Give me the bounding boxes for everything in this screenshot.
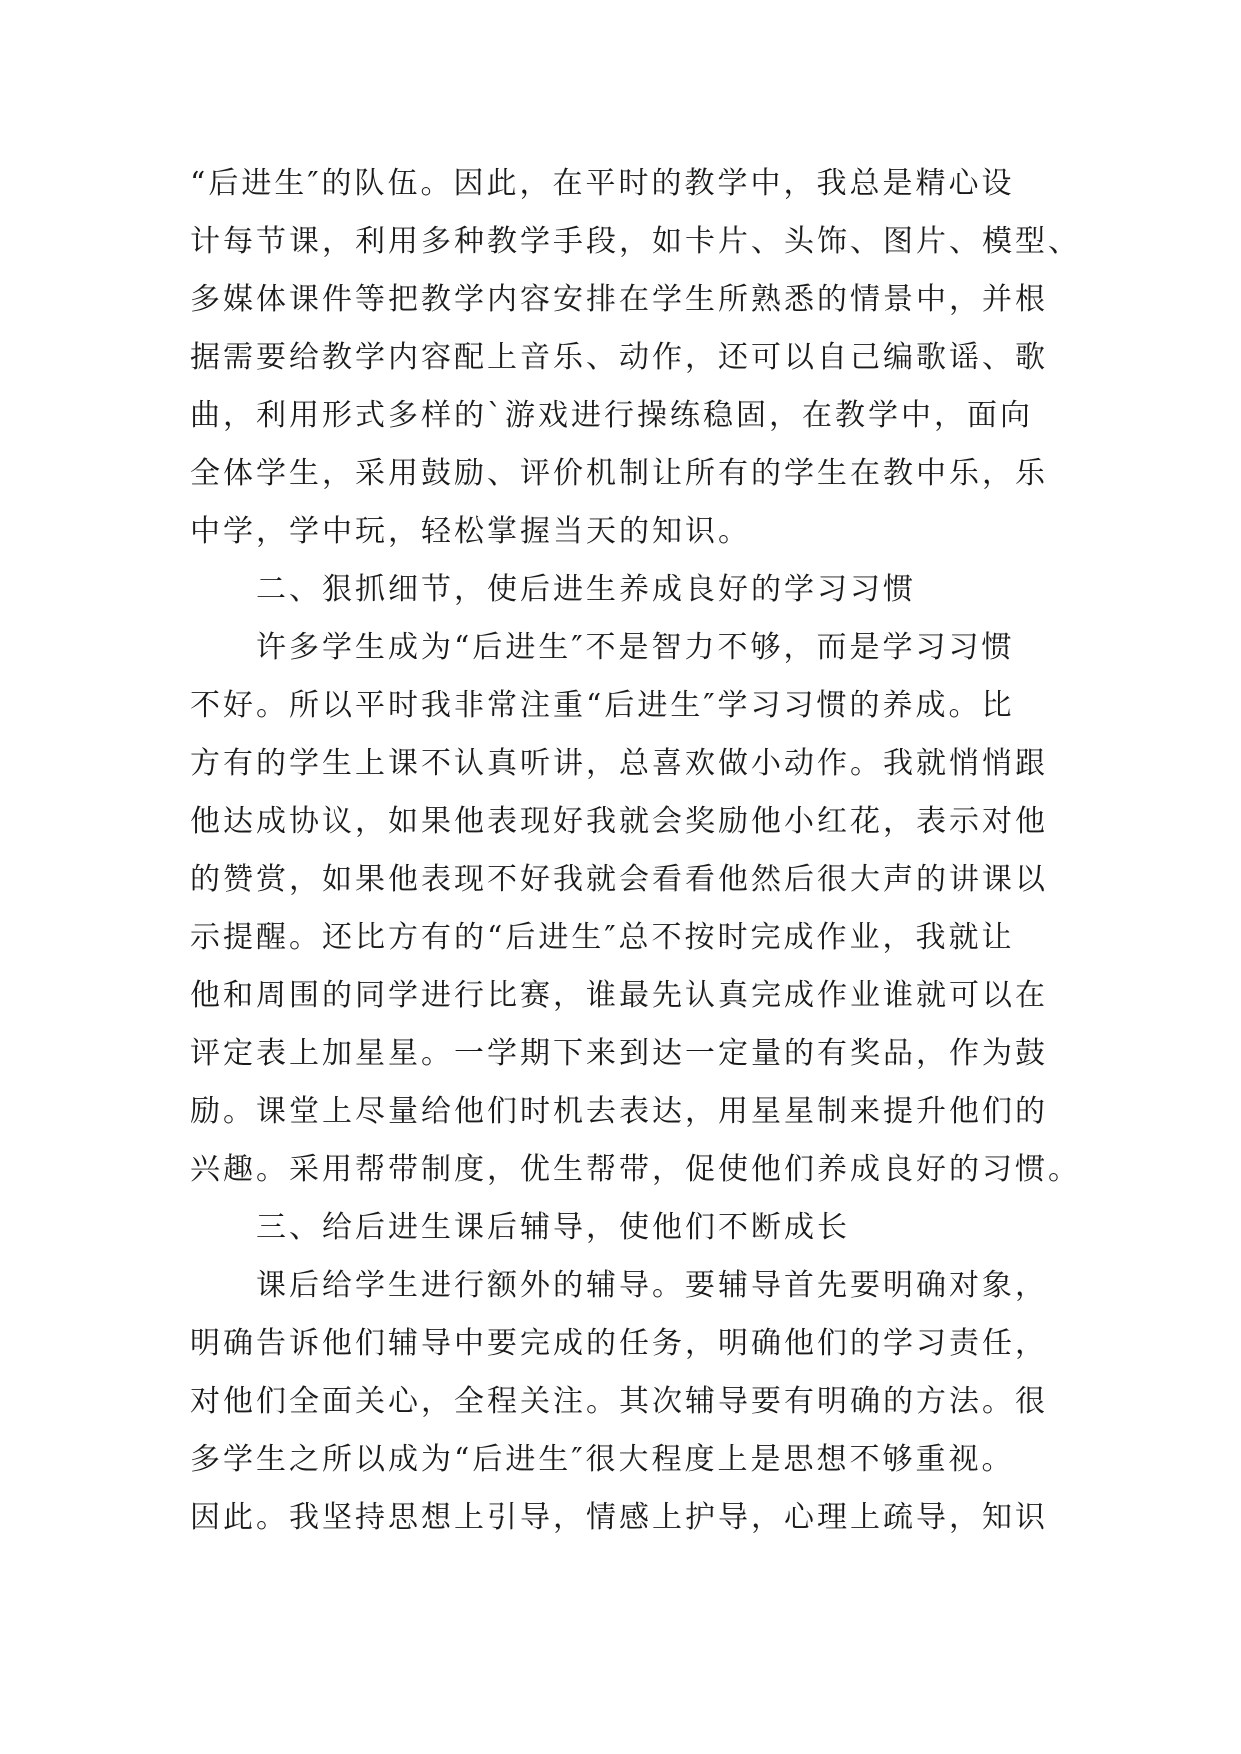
paragraph-line-indented: 许多学生成为“后进生″不是智力不够，而是学习习惯 xyxy=(256,630,1015,665)
paragraph-line: 曲，利用形式多样的`游戏进行操练稳固，在教学中，面向 xyxy=(190,398,1033,433)
paragraph-line-indented: 课后给学生进行额外的辅导。要辅导首先要明确对象， xyxy=(256,1268,1048,1303)
paragraph-line: 据需要给教学内容配上音乐、动作，还可以自己编歌谣、歌 xyxy=(190,340,1048,375)
paragraph-line: 明确告诉他们辅导中要完成的任务，明确他们的学习责任， xyxy=(190,1326,1048,1361)
paragraph-line: 示提醒。还比方有的“后进生″总不按时完成作业，我就让 xyxy=(190,920,1015,955)
paragraph-line: 多学生之所以成为“后进生″很大程度上是思想不够重视。 xyxy=(190,1442,1015,1477)
paragraph-line: 对他们全面关心，全程关注。其次辅导要有明确的方法。很 xyxy=(190,1384,1048,1419)
paragraph-line: 方有的学生上课不认真听讲，总喜欢做小动作。我就悄悄跟 xyxy=(190,746,1048,781)
paragraph-line: 不好。所以平时我非常注重“后进生″学习习惯的养成。比 xyxy=(190,688,1015,723)
document-body xyxy=(190,155,1081,1547)
paragraph-line: 评定表上加星星。一学期下来到达一定量的有奖品，作为鼓 xyxy=(190,1036,1048,1071)
paragraph-line: 他达成协议，如果他表现好我就会奖励他小红花，表示对他 xyxy=(190,804,1048,839)
paragraph-line: 中学，学中玩，轻松掌握当天的知识。 xyxy=(190,514,751,549)
paragraph-line: 因此。我坚持思想上引导，情感上护导，心理上疏导，知识 xyxy=(190,1500,1048,1535)
paragraph-line: 励。课堂上尽量给他们时机去表达，用星星制来提升他们的 xyxy=(190,1094,1048,1129)
paragraph-line: 全体学生，采用鼓励、评价机制让所有的学生在教中乐，乐 xyxy=(190,456,1048,491)
paragraph-line: 多媒体课件等把教学内容安排在学生所熟悉的情景中，并根 xyxy=(190,282,1048,317)
paragraph-line-indented: 三、给后进生课后辅导，使他们不断成长 xyxy=(256,1210,850,1245)
paragraph-line: 他和周围的同学进行比赛，谁最先认真完成作业谁就可以在 xyxy=(190,978,1048,1013)
paragraph-line: 的赞赏，如果他表现不好我就会看看他然后很大声的讲课以 xyxy=(190,862,1048,897)
paragraph-line: 兴趣。采用帮带制度，优生帮带，促使他们养成良好的习惯。 xyxy=(190,1152,1081,1187)
paragraph-line: 计每节课，利用多种教学手段，如卡片、头饰、图片、模型、 xyxy=(190,224,1081,259)
paragraph-line-indented: 二、狠抓细节，使后进生养成良好的学习习惯 xyxy=(256,572,916,607)
paragraph-line: “后进生″的队伍。因此，在平时的教学中，我总是精心设 xyxy=(190,166,1015,201)
